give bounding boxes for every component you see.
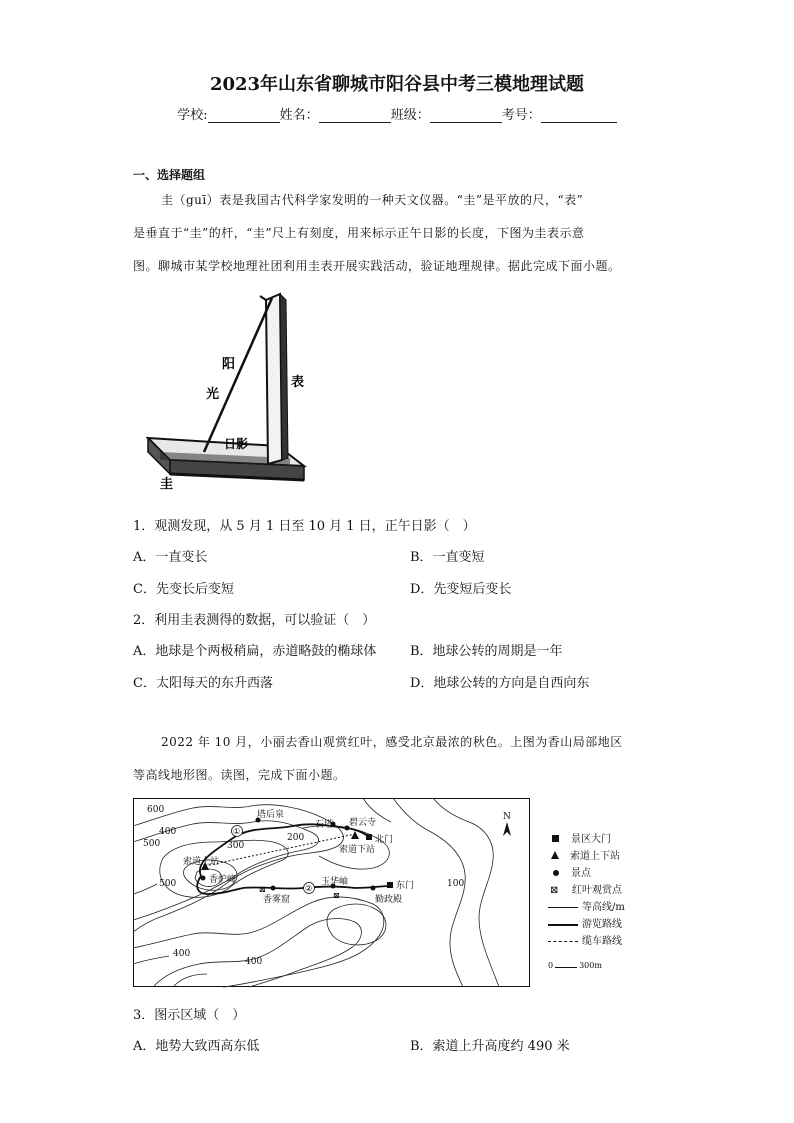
marker-1: ① [233,827,241,836]
q3-option-b[interactable]: B．索道上升高度约 490 米 [410,1039,570,1054]
place-suodaoxia: 索道下站 [339,845,376,855]
contour-map [133,798,531,988]
student-info [0,104,794,123]
passage2-line1: 2022 年 10 月，小丽去香山观赏红叶，感受北京最浓的秋色。上图为香山局部地区 [161,735,623,749]
spot-xianglufeng [201,876,206,881]
biao-top [260,296,266,300]
q2-option-b[interactable]: B．地球公转的周期是一年 [410,644,563,659]
contour-line-icon [548,907,578,908]
label-sun1: 阳 [222,357,236,372]
legend-spot-label: 景点 [571,868,591,879]
legend-contour-label: 等高线/m [582,902,625,913]
school-label: 学校: [177,108,208,123]
legend-gate [548,830,611,845]
spot-qinzhengdian [371,886,376,891]
map-legend [548,828,678,978]
marker-2: ② [305,884,313,893]
legend-spot [548,864,591,879]
biao-pole [266,294,282,464]
q2-stem: 2．利用圭表测得的数据，可以验证（ ） [133,613,376,628]
scale-value: 300m [579,961,602,970]
contour-label-400c: 400 [245,957,263,967]
place-shita: 石塔 [315,820,334,830]
redleaf-icon-2: ⊠ [333,891,340,900]
place-qinzhengdian: 勤政殿 [375,895,403,905]
place-yuhuaxiu: 玉华岫 [321,877,349,887]
q1-option-b[interactable]: B．一直变短 [410,550,485,565]
passage1-line2: 是垂直于“圭”的杆，“圭”尺上有刻度，用来标示正午日影的长度，下图为圭表示意 [133,226,585,240]
name-label: 姓名： [279,108,319,123]
name-blank[interactable] [319,108,391,123]
place-biyunsi: 碧云寺 [349,818,377,828]
exam-no-blank[interactable] [541,108,617,123]
legend-gate-label: 景区大门 [571,834,611,845]
label-gui: 圭 [160,477,174,492]
q2-option-d[interactable]: D．地球公转的方向是自西向东 [410,676,590,691]
redleaf-icon-1: ⊠ [259,885,266,894]
dot-icon [553,870,559,876]
contour-label-400b: 400 [173,949,191,959]
scale-line-icon [555,963,577,968]
route-line-icon [548,924,578,926]
spot-xiangwuku [271,886,276,891]
scale-bar [548,961,602,970]
q2-option-c[interactable]: C．太阳每天的东升西落 [133,676,273,691]
q1-option-c[interactable]: C．先变长后变短 [133,582,234,597]
north-label: N [503,812,511,822]
school-blank[interactable] [208,108,280,123]
scale-zero: 0 [548,961,554,970]
place-beimen: 北门 [375,835,394,845]
contour-label-600: 600 [147,805,165,815]
legend-redleaf [548,881,622,896]
legend-cableway [548,932,622,947]
triangle-icon [551,851,559,859]
gate-east [387,882,393,888]
passage1-line3: 图。聊城市某学校地理社团利用圭表开展实践活动，验证地理规律。据此完成下面小题。 [133,259,621,273]
q1-stem: 1．观测发现，从 5 月 1 日至 10 月 1 日，正午日影（ ） [133,519,476,534]
q1-option-a[interactable]: A．一直变长 [133,550,208,565]
contour-label-100: 100 [447,879,465,889]
class-blank[interactable] [430,108,502,123]
contour-label-400a: 400 [159,827,177,837]
legend-contour [548,898,625,913]
legend-cableway-label: 缆车路线 [582,936,622,947]
square-icon [552,835,559,842]
legend-route-label: 游览路线 [582,919,622,930]
place-xiangwuku: 香雾窟 [263,895,291,905]
cableway-line-icon [548,941,578,942]
contour-label-300: 300 [227,841,245,851]
label-biao: 表 [291,375,305,390]
class-label: 班级： [390,108,430,123]
legend-route [548,915,622,930]
legend-cable-station-label: 索道上下站 [570,851,620,862]
contour-label-500b: 500 [159,879,177,889]
biao-pole-side [280,294,288,460]
place-dongmen: 东门 [396,881,415,891]
passage2-line2: 等高线地形图。读图，完成下面小题。 [133,768,346,782]
passage1-line1: 圭（guī）表是我国古代科学家发明的一种天文仪器。“圭”是平放的尺，“表” [161,193,584,207]
place-xianglufeng: 香炉峰 [209,875,237,885]
label-shadow: 日影 [224,437,249,451]
contour-label-500a: 500 [143,839,161,849]
legend-cable-station [548,847,620,862]
legend-redleaf-label: 红叶观赏点 [572,885,622,896]
page-title: 2023年山东省聊城市阳谷县中考三模地理试题 [209,74,585,95]
place-tahouquan: 塔后泉 [257,810,285,820]
contour-label-200: 200 [287,833,305,843]
gnomon-figure [140,288,310,498]
q2-option-a[interactable]: A．地球是个两极稍扁，赤道略鼓的椭球体 [133,644,377,659]
leaf-icon: ⊠ [550,885,559,896]
sun-ray [204,298,272,452]
q3-option-a[interactable]: A．地势大致西高东低 [133,1039,260,1054]
section-heading: 一、选择题组 [133,168,206,182]
q1-option-d[interactable]: D．先变短后变长 [410,582,512,597]
place-suodaoshang: 索道上站 [183,857,220,867]
gate-north [366,834,372,840]
label-sun2: 光 [206,387,220,402]
q3-stem: 3．图示区域（ ） [133,1008,246,1023]
exam-no-label: 考号： [501,108,541,123]
